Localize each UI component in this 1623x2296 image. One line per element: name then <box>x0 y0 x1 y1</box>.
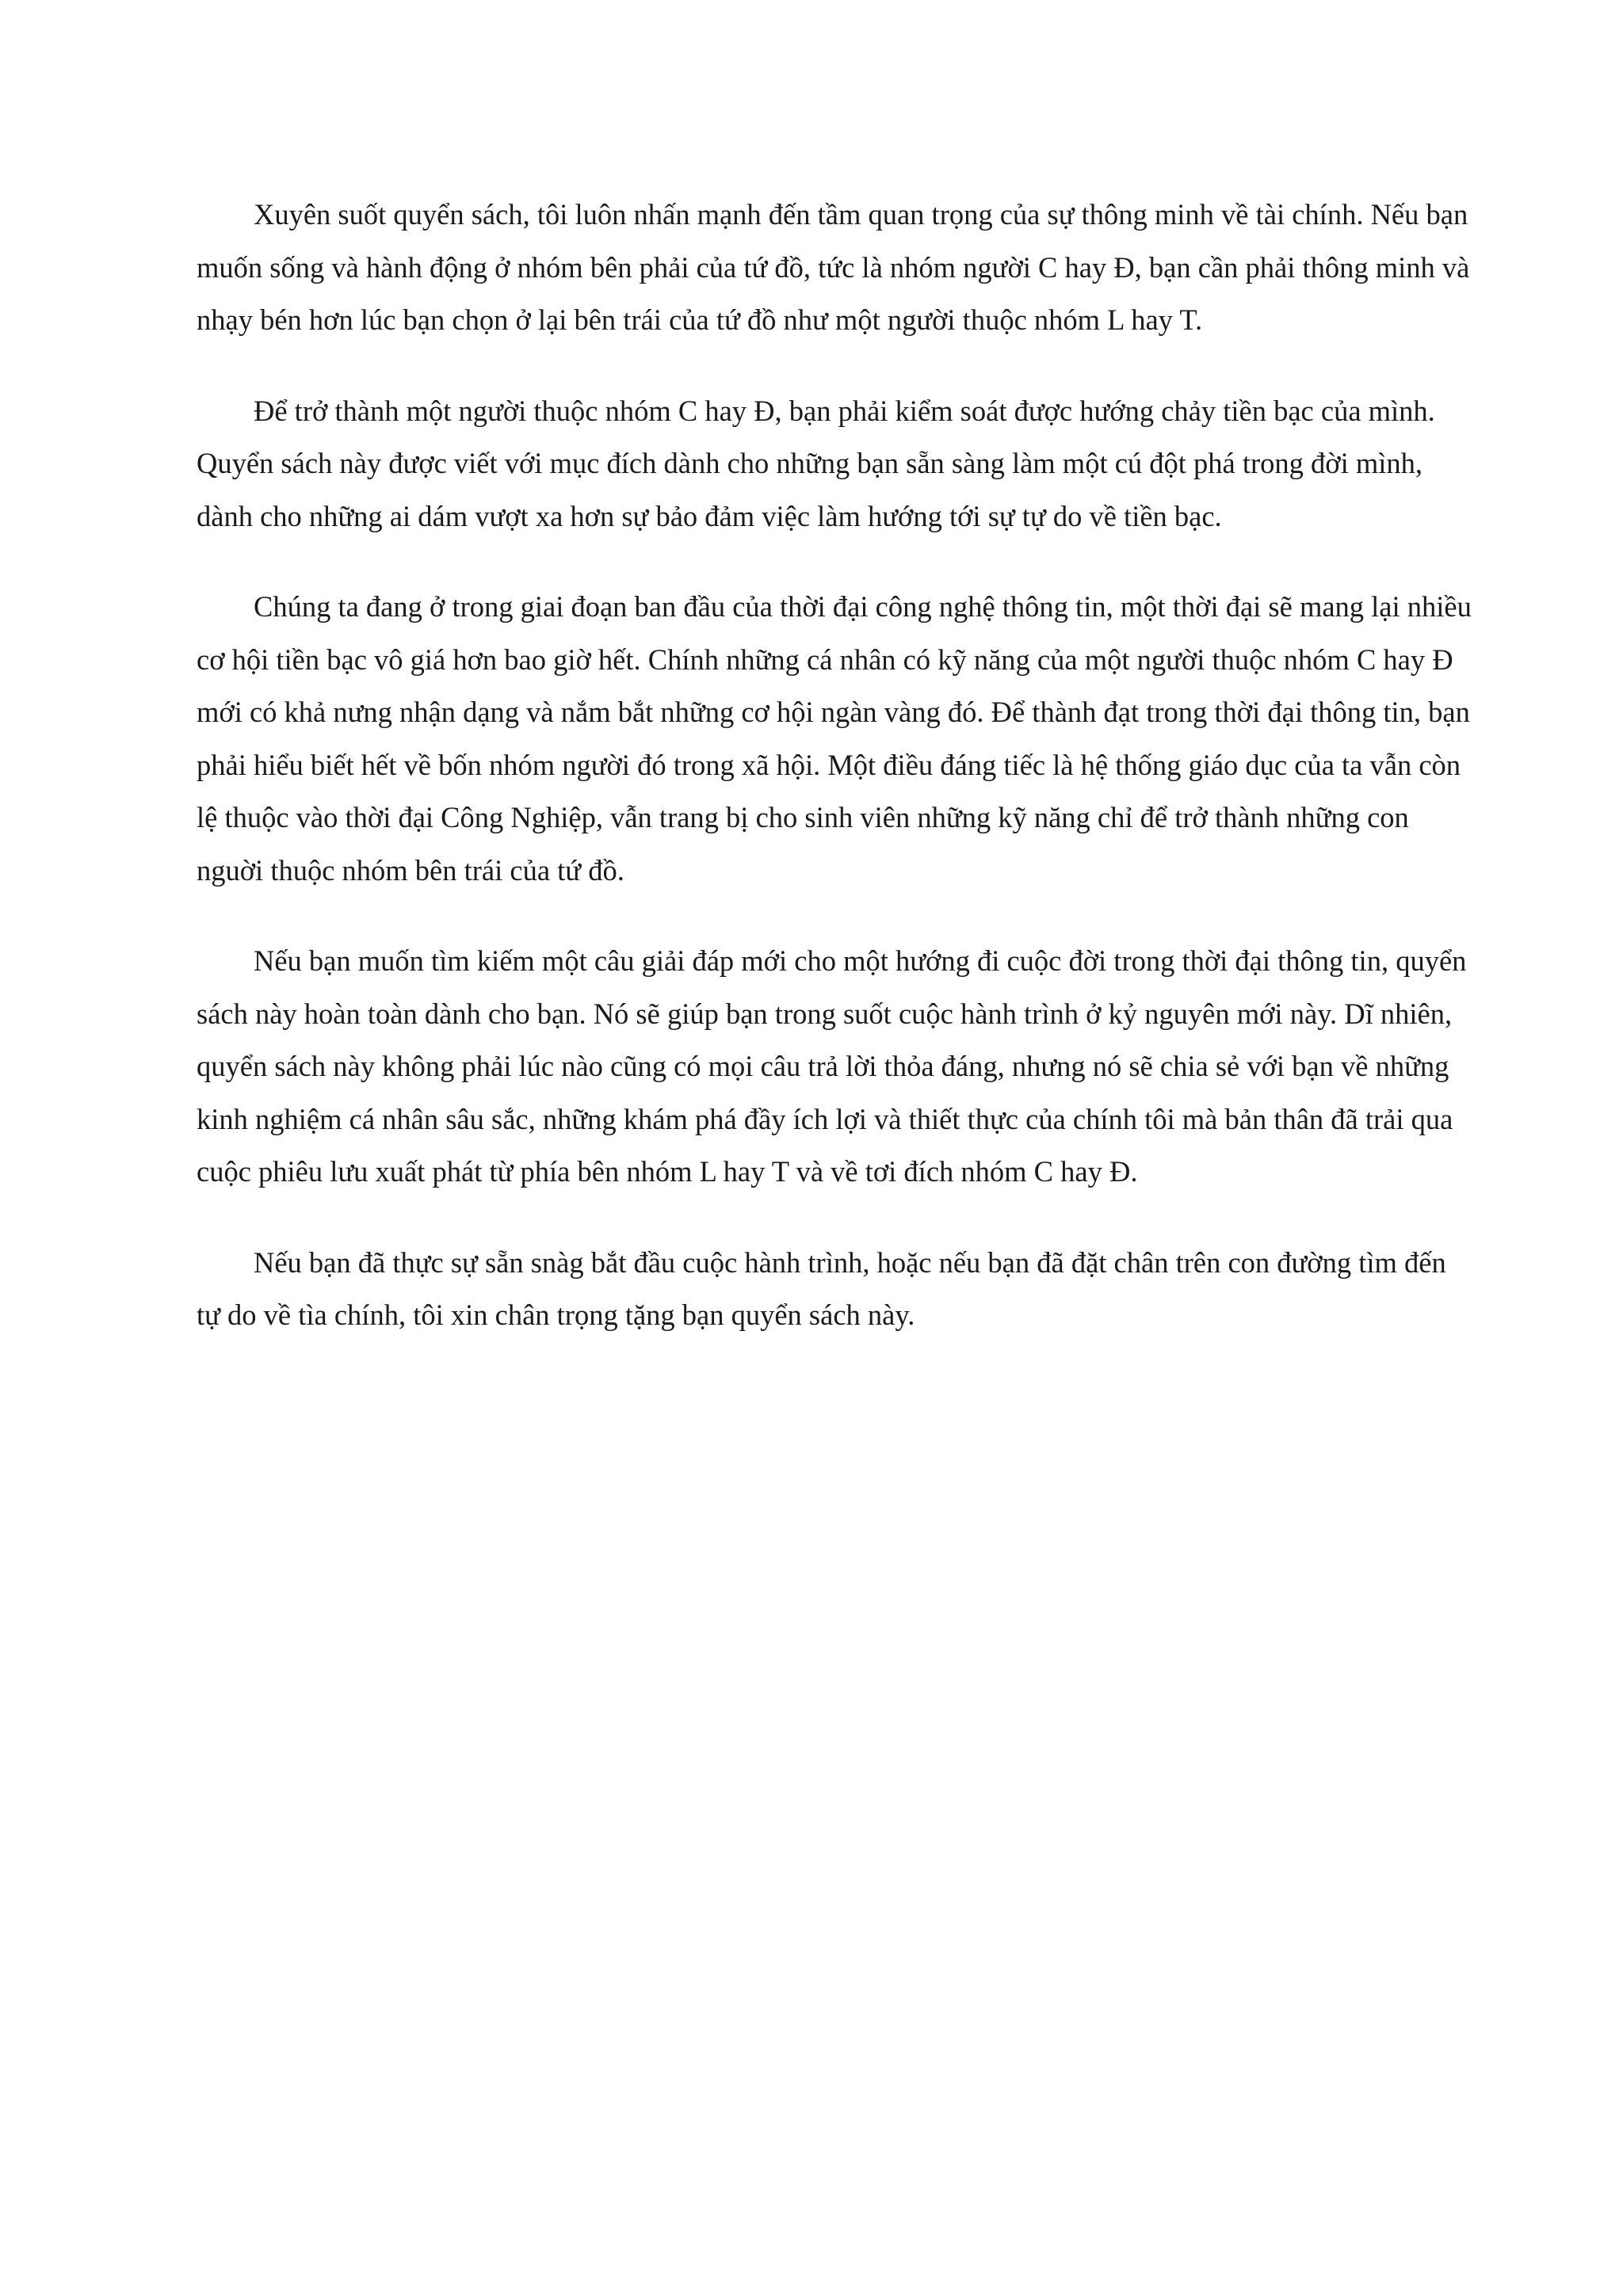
paragraph-1: Xuyên suốt quyển sách, tôi luôn nhấn mạnh đến tầm quan trọng của sự thông minh về tài chính. Nếu bạn muốn sống và hành động ở nhóm bên phải của tứ đồ, tức là nhóm người C hay Đ, bạn cần phải thông minh và nhạy bén hơn lúc bạn chọn ở lại bên trái của tứ đồ như một người thuộc nhóm L hay T. <box>197 198 1470 336</box>
body-text <box>197 189 1472 1380</box>
paragraph-3: Chúng ta đang ở trong giai đoạn ban đầu của thời đại công nghệ thông tin, một thời đại sẽ mang lại nhiều cơ hội tiền bạc vô giá hơn bao giờ hết. Chính những cá nhân có kỹ năng của một người thuộc nhóm C hay Đ mới có khả nưng nhận dạng và nắm bắt những cơ hội ngàn vàng đó. Để thành đạt trong thời đại thông tin, bạn phải hiểu biết hết về bốn nhóm người đó trong xã hội. Một điều đáng tiếc là hệ thống giáo dục của ta vẫn còn lệ thuộc vào thời đại Công Nghiệp, vẫn trang bị cho sinh viên những kỹ năng chỉ để trở thành những con nguời thuộc nhóm bên trái của tứ đồ. <box>197 590 1472 887</box>
paragraph-5: Nếu bạn đã thực sự sẵn snàg bắt đầu cuộc hành trình, hoặc nếu bạn đã đặt chân trên con đường tìm đến tự do về tìa chính, tôi xin chân trọng tặng bạn quyển sách này. <box>197 1245 1446 1331</box>
paragraph-4: Nếu bạn muốn tìm kiếm một câu giải đáp mới cho một hướng đi cuộc đời trong thời đại thông tin, quyển sách này hoàn toàn dành cho bạn. Nó sẽ giúp bạn trong suốt cuộc hành trình ở kỷ nguyên mới này. Dĩ nhiên, quyển sách này không phải lúc nào cũng có mọi câu trả lời thỏa đáng, nhưng nó sẽ chia sẻ với bạn về những kinh nghiệm cá nhân sâu sắc, những khám phá đầy ích lợi và thiết thực của chính tôi mà bản thân đã trải qua cuộc phiêu lưu xuất phát từ phía bên nhóm L hay T và về tơi đích nhóm C hay Đ. <box>197 944 1467 1188</box>
paragraph-2: Để trở thành một người thuộc nhóm C hay Đ, bạn phải kiểm soát được hướng chảy tiền bạc của mình. Quyển sách này được viết với mục đích dành cho những bạn sẵn sàng làm một cú đột phá trong đời mình, dành cho những ai dám vượt xa hơn sự bảo đảm việc làm hướng tới sự tự do về tiền bạc. <box>197 394 1435 532</box>
